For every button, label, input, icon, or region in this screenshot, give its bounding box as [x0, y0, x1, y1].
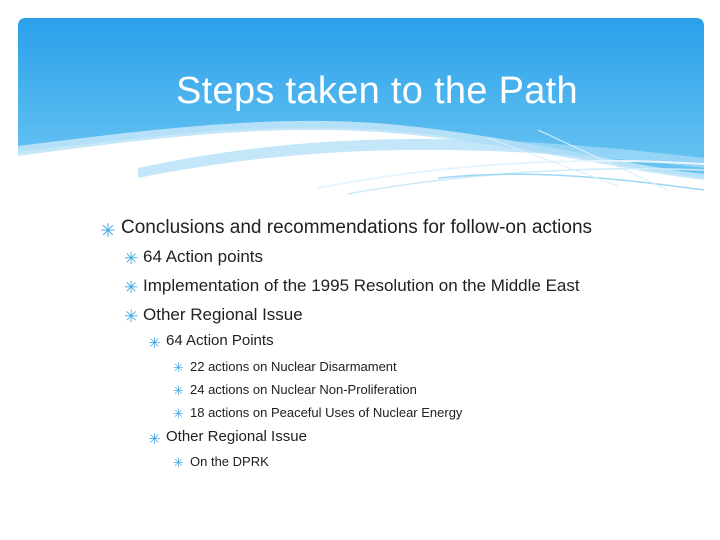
bullet-icon: ✳: [173, 383, 184, 398]
bullet-icon: ✳: [100, 221, 116, 242]
bullet-icon: ✳: [173, 455, 184, 470]
list-item: Other Regional Issue: [166, 428, 307, 445]
list-item: 24 actions on Nuclear Non-Proliferation: [190, 382, 417, 397]
list-item: 22 actions on Nuclear Disarmament: [190, 359, 397, 374]
bullet-icon: ✳: [148, 431, 161, 448]
slide-title: Steps taken to the Path: [176, 70, 578, 112]
bullet-icon: ✳: [124, 307, 139, 326]
list-item: 18 actions on Peaceful Uses of Nuclear Energy: [190, 405, 463, 420]
bullet-icon: ✳: [148, 335, 161, 352]
bullet-icon: ✳: [173, 360, 184, 375]
list-item: 64 Action Points: [166, 332, 274, 349]
bullet-icon: ✳: [124, 249, 139, 268]
list-item: 64 Action points: [143, 247, 264, 266]
list-item: Other Regional Issue: [143, 305, 303, 324]
bullet-icon: ✳: [173, 406, 184, 421]
list-item: Conclusions and recommendations for follow-on actions: [121, 217, 593, 238]
list-item: On the DPRK: [190, 454, 269, 469]
bullet-icon: ✳: [124, 278, 139, 297]
list-item: Implementation of the 1995 Resolution on the Middle East: [143, 276, 580, 295]
